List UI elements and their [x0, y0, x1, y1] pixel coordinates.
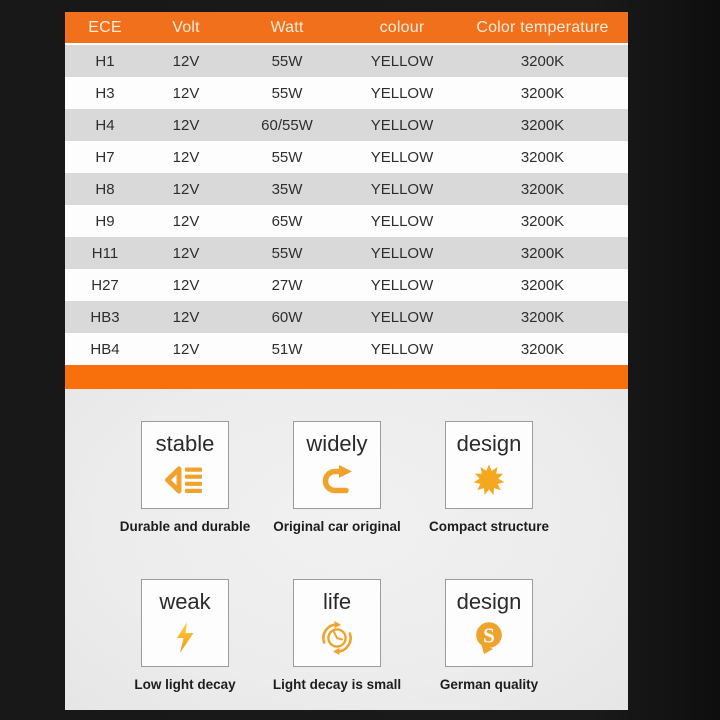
table-cell: YELLOW: [370, 308, 434, 326]
table-cell: 3200K: [520, 84, 565, 102]
feature-caption: Durable and durable: [119, 519, 251, 534]
feature-caption: Low light decay: [134, 677, 236, 692]
table-cell: 12V: [172, 212, 200, 230]
table-cell: H11: [91, 244, 119, 262]
table-cell: H8: [95, 180, 115, 198]
lightning-icon: [174, 619, 196, 657]
headlight-icon: [163, 461, 207, 499]
table-cell: YELLOW: [370, 212, 434, 230]
feature-icon-box: [445, 579, 533, 667]
clock-cycle-icon: [319, 619, 355, 657]
table-cell: 3200K: [520, 244, 565, 262]
table-cell: HB3: [90, 308, 120, 326]
feature-card: [439, 579, 539, 692]
feature-icon-box: [445, 421, 533, 509]
quality-seal-icon: [470, 619, 508, 657]
table-cell: H3: [95, 84, 115, 102]
table-cell: 60/55W: [261, 116, 313, 134]
table-row: [65, 301, 628, 333]
product-infographic: [65, 12, 628, 710]
svg-text:S: S: [483, 623, 495, 648]
divider-bar: [65, 365, 628, 389]
feature-caption: Original car original: [273, 519, 401, 534]
table-cell: 3200K: [520, 340, 565, 358]
table-cell: 65W: [271, 212, 303, 230]
table-row: [65, 141, 628, 173]
table-cell: H1: [95, 52, 115, 70]
feature-label: design: [456, 431, 522, 456]
table-cell: 55W: [271, 244, 303, 262]
feature-label: weak: [159, 589, 211, 614]
column-header: Color temperature: [476, 18, 609, 36]
feature-card: [273, 421, 401, 534]
feature-icon-box: [293, 579, 381, 667]
table-row: [65, 173, 628, 205]
table-cell: 3200K: [520, 52, 565, 70]
table-cell: YELLOW: [370, 244, 434, 262]
table-cell: YELLOW: [370, 276, 434, 294]
table-cell: 12V: [172, 84, 200, 102]
table-body: [65, 45, 628, 365]
table-cell: 3200K: [520, 180, 565, 198]
feature-card: [272, 579, 402, 692]
table-cell: 3200K: [520, 148, 565, 166]
table-cell: HB4: [90, 340, 120, 358]
table-cell: 3200K: [520, 116, 565, 134]
table-cell: YELLOW: [370, 84, 434, 102]
table-row: [65, 45, 628, 77]
curved-arrow-icon: [319, 461, 355, 499]
starburst-icon: [471, 461, 507, 499]
feature-label: life: [322, 589, 352, 614]
table-cell: 35W: [271, 180, 303, 198]
table-header-row: [65, 12, 628, 45]
table-cell: 51W: [271, 340, 303, 358]
feature-caption: German quality: [439, 677, 539, 692]
feature-icon-box: [293, 421, 381, 509]
table-cell: 55W: [271, 148, 303, 166]
feature-label: design: [456, 589, 522, 614]
table-cell: 3200K: [520, 276, 565, 294]
feature-caption: Compact structure: [428, 519, 550, 534]
table-cell: YELLOW: [370, 52, 434, 70]
table-row: [65, 109, 628, 141]
table-cell: 12V: [172, 308, 200, 326]
table-cell: H4: [95, 116, 115, 134]
table-cell: 12V: [172, 180, 200, 198]
spec-table: [65, 12, 628, 365]
table-cell: 55W: [271, 84, 303, 102]
table-cell: 12V: [172, 148, 200, 166]
feature-caption: Light decay is small: [272, 677, 402, 692]
table-cell: 55W: [271, 52, 303, 70]
feature-card: [134, 579, 236, 692]
feature-card: [428, 421, 550, 534]
table-cell: H7: [95, 148, 115, 166]
table-row: [65, 237, 628, 269]
table-cell: H9: [95, 212, 115, 230]
table-cell: 27W: [271, 276, 303, 294]
table-cell: 3200K: [520, 308, 565, 326]
table-cell: YELLOW: [370, 340, 434, 358]
feature-card: [119, 421, 251, 534]
table-cell: 60W: [271, 308, 303, 326]
table-cell: 12V: [172, 116, 200, 134]
feature-label: stable: [155, 431, 215, 456]
table-row: [65, 205, 628, 237]
table-cell: YELLOW: [370, 180, 434, 198]
table-cell: 12V: [172, 52, 200, 70]
table-cell: YELLOW: [370, 148, 434, 166]
table-cell: YELLOW: [370, 116, 434, 134]
column-header: ECE: [88, 18, 122, 36]
table-row: [65, 269, 628, 301]
table-row: [65, 77, 628, 109]
table-cell: 12V: [172, 244, 200, 262]
column-header: Volt: [172, 18, 200, 36]
column-header: colour: [379, 18, 425, 36]
table-cell: 3200K: [520, 212, 565, 230]
table-cell: 12V: [172, 340, 200, 358]
table-cell: 12V: [172, 276, 200, 294]
table-row: [65, 333, 628, 365]
column-header: Watt: [270, 18, 304, 36]
feature-label: widely: [306, 431, 368, 456]
features-panel: [65, 389, 628, 710]
table-cell: H27: [91, 276, 119, 294]
feature-icon-box: [141, 579, 229, 667]
feature-icon-box: [141, 421, 229, 509]
